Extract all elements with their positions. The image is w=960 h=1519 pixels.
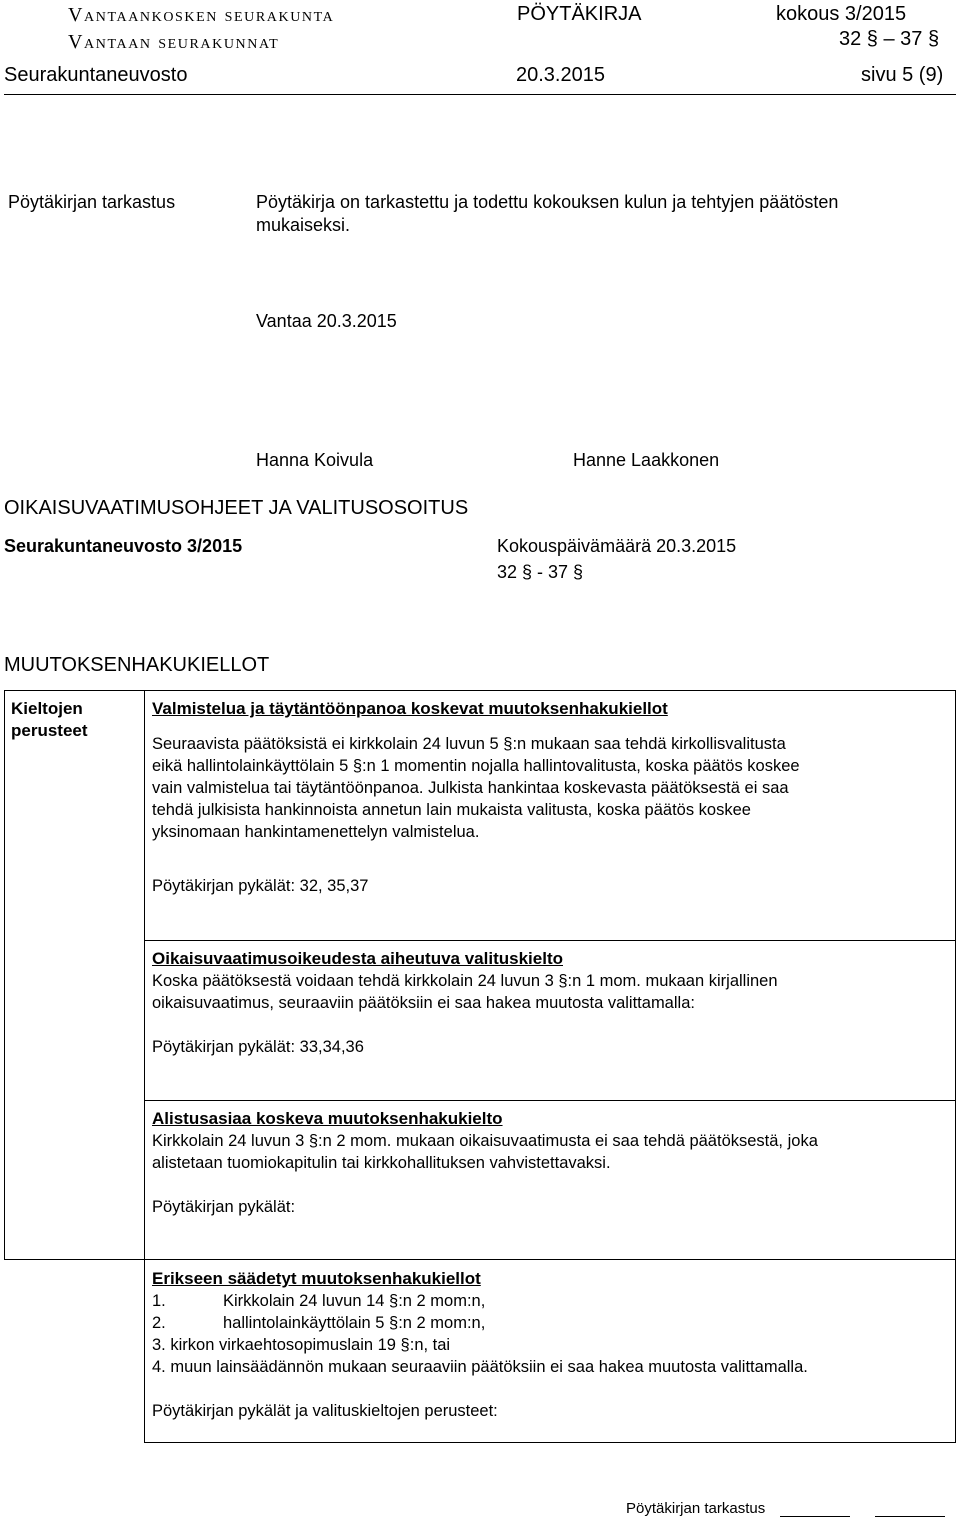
- side-label-line1: Kieltojen: [11, 699, 83, 718]
- review-text-line1: Pöytäkirja on tarkastettu ja todettu kokouksen kulun ja tehtyjen päätösten: [256, 192, 839, 212]
- block4-heading: Erikseen säädetyt muutoksenhakukiellot: [152, 1269, 481, 1288]
- block3-line: alistetaan tuomiokapitulin tai kirkkohallituksen vahvistettavaksi.: [152, 1154, 611, 1172]
- list-item-number: 2.: [152, 1314, 166, 1332]
- meeting-number: kokous 3/2015: [776, 3, 907, 25]
- row-divider-3: [4, 1259, 956, 1260]
- list-item-text: muun lainsäädännön mukaan seuraaviin päätöksiin ei saa hakea muutosta valittamalla.: [170, 1358, 808, 1376]
- appeal-meeting-date: Kokouspäivämäärä 20.3.2015: [497, 536, 737, 556]
- row-divider-2: [144, 1100, 956, 1101]
- block1-line: Seuraavista päätöksistä ei kirkkolain 24 luvun 5 §:n mukaan saa tehdä kirkollisvalitusta: [152, 735, 786, 753]
- table-right-border: [955, 690, 956, 1442]
- page-number: sivu 5 (9): [861, 64, 944, 86]
- appeal-body-meeting: Seurakuntaneuvosto 3/2015: [4, 536, 243, 556]
- list-item-text: Kirkkolain 24 luvun 14 §:n 2 mom:n,: [223, 1292, 486, 1310]
- side-label-line2: perusteet: [11, 721, 88, 740]
- signer-1: Hanna Koivula: [256, 450, 374, 470]
- block4-sections: Pöytäkirjan pykälät ja valituskieltojen perusteet:: [152, 1402, 498, 1420]
- block3-sections: Pöytäkirjan pykälät:: [152, 1198, 296, 1216]
- signer-2: Hanne Laakkonen: [573, 450, 720, 470]
- header-rule: [4, 94, 956, 95]
- block1-line: tehdä julkisista hankinnoista annetun lain mukaista valitusta, koska päätös koskee: [152, 801, 751, 819]
- review-label: Pöytäkirjan tarkastus: [8, 192, 176, 212]
- block2-line: Koska päätöksestä voidaan tehdä kirkkolain 24 luvun 3 §:n 1 mom. mukaan kirjallinen: [152, 972, 778, 990]
- block2-heading: Oikaisuvaatimusoikeudesta aiheutuva valituskielto: [152, 949, 563, 968]
- block1-sections: Pöytäkirjan pykälät: 32, 35,37: [152, 877, 369, 895]
- appeal-sections: 32 § - 37 §: [497, 562, 584, 582]
- column-divider: [144, 690, 145, 1443]
- review-text-line2: mukaiseksi.: [256, 215, 351, 235]
- row-divider-1: [144, 940, 956, 941]
- block1-line: yksinomaan hankintamenettelyn valmistelua.: [152, 823, 480, 841]
- block1-text: [152, 733, 952, 843]
- list-item: [152, 1312, 486, 1334]
- appeal-title: OIKAISUVAATIMUSOHJEET JA VALITUSOSOITUS: [4, 497, 469, 519]
- org-name-line1: Vantaankosken seurakunta: [68, 4, 335, 26]
- footer-review-label: Pöytäkirjan tarkastus: [626, 1500, 766, 1517]
- section-range: 32 § – 37 §: [839, 28, 940, 50]
- list-item: [152, 1334, 450, 1356]
- block2-sections: Pöytäkirjan pykälät: 33,34,36: [152, 1038, 364, 1056]
- list-item-number: 3.: [152, 1336, 166, 1354]
- list-item: [152, 1290, 486, 1312]
- table-bottom-border: [144, 1442, 956, 1443]
- restrictions-title: MUUTOKSENHAKUKIELLOT: [4, 654, 270, 676]
- list-item: [152, 1356, 808, 1378]
- block3-line: Kirkkolain 24 luvun 3 §:n 2 mom. mukaan oikaisuvaatimusta ei saa tehdä päätöksestä, joka: [152, 1132, 818, 1150]
- block1-line: eikä hallintolainkäyttölain 5 §:n 1 momentin nojalla hallintovalitusta, koska päätös koskee: [152, 757, 800, 775]
- list-item-text: kirkon virkaehtosopimuslain 19 §:n, tai: [170, 1336, 451, 1354]
- list-item-number: 4.: [152, 1358, 166, 1376]
- doc-type: PÖYTÄKIRJA: [517, 3, 642, 25]
- place-date: Vantaa 20.3.2015: [256, 311, 397, 331]
- block3-heading: Alistusasiaa koskeva muutoksenhakukielto: [152, 1109, 503, 1128]
- list-item-number: 1.: [152, 1292, 166, 1310]
- block1-heading: Valmistelua ja täytäntöönpanoa koskevat muutoksenhakukiellot: [152, 699, 668, 718]
- body-name: Seurakuntaneuvosto: [4, 64, 188, 86]
- meeting-date: 20.3.2015: [516, 64, 605, 86]
- table-left-border: [4, 690, 5, 1259]
- initials-line-1: [780, 1516, 850, 1517]
- table-top-border: [4, 690, 956, 691]
- block2-text: [152, 970, 952, 1014]
- org-name-line2: Vantaan seurakunnat: [68, 31, 280, 53]
- initials-line-2: [875, 1516, 945, 1517]
- block1-line: vain valmistelua tai täytäntöönpanoa. Julkista hankintaa koskevasta päätöksestä ei saa: [152, 779, 789, 797]
- block3-text: [152, 1130, 952, 1174]
- list-item-text: hallintolainkäyttölain 5 §:n 2 mom:n,: [223, 1314, 486, 1332]
- block2-line: oikaisuvaatimus, seuraaviin päätöksiin ei saa hakea muutosta valittamalla:: [152, 994, 695, 1012]
